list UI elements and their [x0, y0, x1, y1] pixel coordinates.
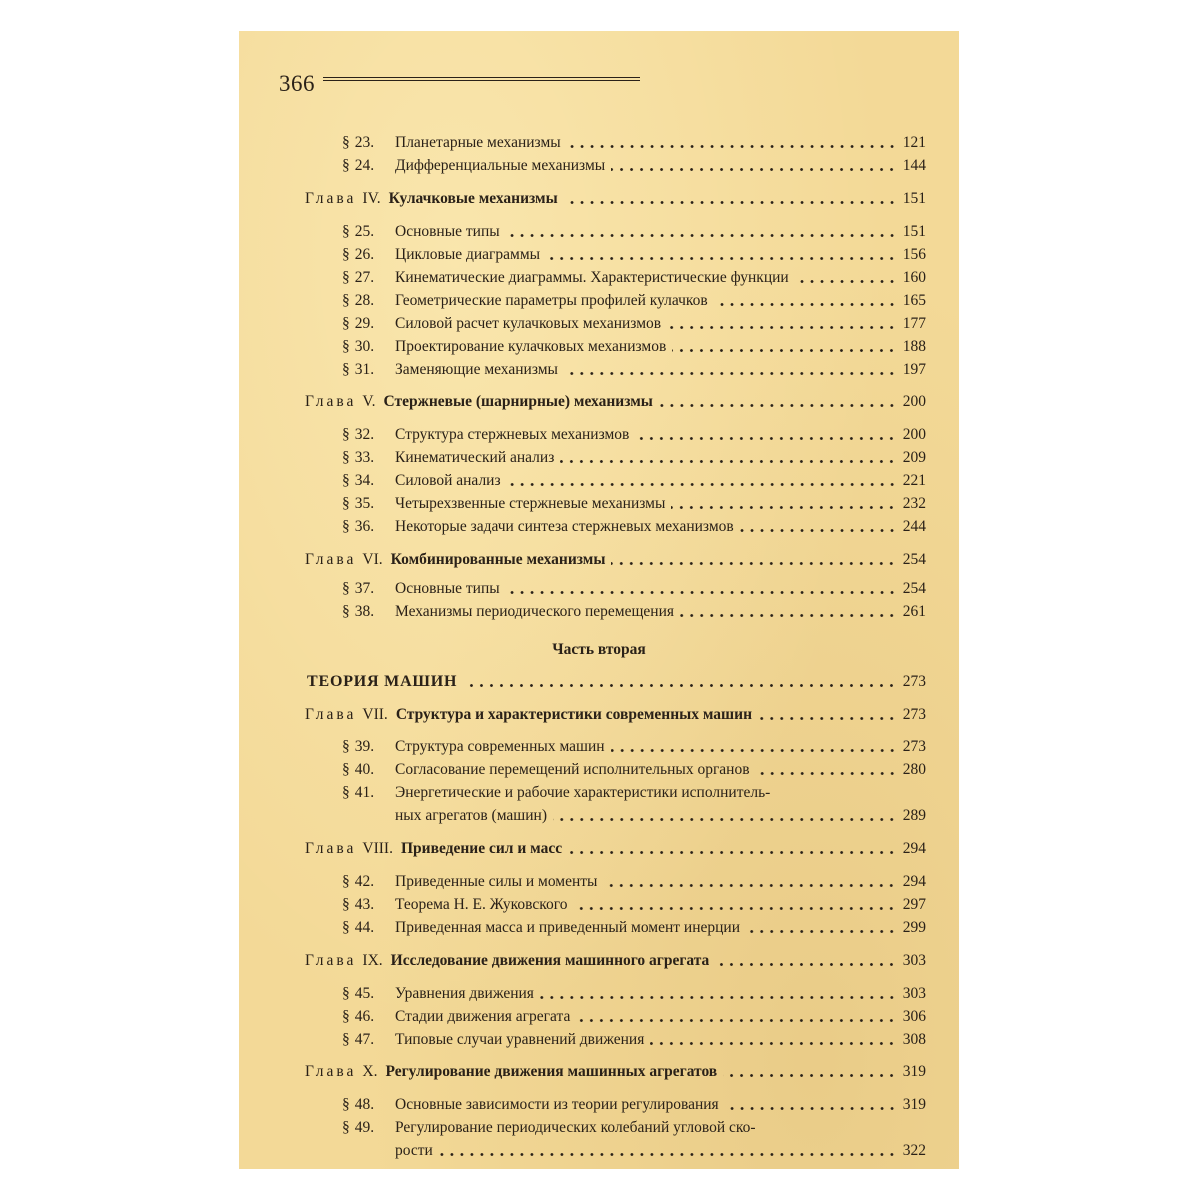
- page-ref: 232: [902, 495, 926, 512]
- chapter-roman: VII.: [362, 706, 388, 723]
- section-number-value: 35.: [354, 495, 375, 512]
- section-title: Четырехзвенные стержневые механизмы: [395, 495, 666, 512]
- section-title: Уравнения движения: [395, 985, 534, 1002]
- section-sign: §: [342, 361, 350, 378]
- section-number-value: 44.: [354, 919, 375, 936]
- dot-leader: [568, 851, 897, 854]
- dot-leader: [756, 772, 897, 775]
- section-title: Теорема Н. Е. Жуковского: [395, 896, 568, 913]
- chapter-entry: [239, 188, 959, 210]
- section-number-value: 36.: [354, 518, 375, 535]
- dot-leader: [564, 372, 897, 375]
- chapter-title: Исследование движения машинного агрегата: [390, 952, 710, 969]
- dot-leader: [714, 303, 897, 306]
- page-ref: 209: [902, 449, 926, 466]
- dot-leader: [439, 1153, 897, 1156]
- section-number: [342, 267, 374, 289]
- section-sign: §: [342, 157, 350, 174]
- page-ref: 200: [902, 426, 926, 443]
- section-number: [342, 894, 374, 916]
- page-ref: 188: [902, 338, 926, 355]
- section-number: [342, 1117, 374, 1139]
- section-sign: §: [342, 1096, 350, 1113]
- section-number: [342, 132, 374, 154]
- chapter-label: [305, 1061, 717, 1083]
- section-title: Некоторые задачи синтеза стержневых механизмов: [395, 518, 734, 535]
- section-sign: §: [342, 246, 350, 263]
- section-entry: [239, 1029, 959, 1051]
- section-sign: §: [342, 338, 350, 355]
- section-entry: [239, 336, 959, 358]
- chapter-entry: [239, 1061, 959, 1083]
- section-title: Энергетические и рабочие характеристики исполнитель-: [395, 784, 771, 801]
- section-title: Основные типы: [395, 580, 500, 597]
- page-ref: 121: [902, 134, 926, 151]
- chapter-roman: IX.: [362, 952, 383, 969]
- chapter-title: Кулачковые механизмы: [388, 190, 558, 207]
- dot-leader: [567, 145, 897, 148]
- page-ref: 273: [902, 738, 926, 755]
- page-ref: 289: [902, 807, 926, 824]
- page-ref: 319: [902, 1096, 926, 1113]
- page-ref: 254: [902, 580, 926, 597]
- page-ref: 306: [902, 1008, 926, 1025]
- section-title: Основные зависимости из теории регулирования: [395, 1096, 719, 1113]
- page-ref: 160: [902, 269, 926, 286]
- chapter-entry: [239, 704, 959, 726]
- section-sign: §: [342, 292, 350, 309]
- chapter-entry: [239, 838, 959, 860]
- section-entry: [239, 1140, 959, 1162]
- section-title: Стадии движения агрегата: [395, 1008, 571, 1025]
- part-heading: [239, 639, 959, 661]
- section-sign: §: [342, 472, 350, 489]
- dot-leader: [507, 483, 897, 486]
- dot-leader: [680, 614, 897, 617]
- dot-leader: [553, 818, 897, 821]
- chapter-word: Глава: [305, 551, 357, 568]
- section-number: [342, 470, 374, 492]
- section-entry: [239, 267, 959, 289]
- section-number: [342, 1029, 374, 1051]
- section-sign: §: [342, 134, 350, 151]
- dot-leader: [564, 201, 897, 204]
- section-number-value: 42.: [354, 873, 375, 890]
- chapter-roman: VI.: [362, 551, 383, 568]
- dot-leader: [740, 529, 897, 532]
- section-number: [342, 1094, 374, 1116]
- part-title: ТЕОРИЯ МАШИН: [307, 673, 458, 690]
- section-number-value: 25.: [354, 223, 375, 240]
- section-sign: §: [342, 919, 350, 936]
- section-number: [342, 983, 374, 1005]
- section-sign: §: [342, 784, 350, 801]
- section-entry: [239, 447, 959, 469]
- section-sign: §: [342, 495, 350, 512]
- section-entry: [239, 983, 959, 1005]
- section-number-value: 26.: [354, 246, 375, 263]
- section-number: [342, 290, 374, 312]
- section-entry: [239, 290, 959, 312]
- section-number: [342, 359, 374, 381]
- section-entry: [239, 470, 959, 492]
- chapter-label: [305, 950, 709, 972]
- section-title: Геометрические параметры профилей кулачков: [395, 292, 708, 309]
- dot-leader: [506, 234, 897, 237]
- section-title: Силовой расчет кулачковых механизмов: [395, 315, 662, 332]
- dot-leader: [540, 996, 897, 999]
- section-entry: [239, 759, 959, 781]
- section-title: Структура стержневых механизмов: [395, 426, 630, 443]
- section-entry: [239, 601, 959, 623]
- chapter-title: Стержневые (шарнирные) механизмы: [383, 393, 653, 410]
- section-number-value: 34.: [354, 472, 375, 489]
- chapter-label: [305, 188, 558, 210]
- section-entry: [239, 782, 959, 804]
- section-number-value: 32.: [354, 426, 375, 443]
- part-title-entry: [239, 671, 959, 693]
- section-number-value: 43.: [354, 896, 375, 913]
- chapter-title: Регулирование движения машинных агрегатов: [385, 1063, 718, 1080]
- section-number-value: 30.: [354, 338, 375, 355]
- page-ref: 308: [902, 1031, 926, 1048]
- section-number-value: 48.: [354, 1096, 375, 1113]
- chapter-roman: V.: [362, 393, 376, 410]
- chapter-entry: [239, 549, 959, 571]
- dot-leader: [659, 404, 897, 407]
- page-number: 366: [279, 71, 315, 96]
- section-entry: [239, 221, 959, 243]
- chapter-entry: [239, 950, 959, 972]
- dot-leader: [650, 1042, 896, 1045]
- section-number: [342, 782, 374, 804]
- section-sign: §: [342, 223, 350, 240]
- page-ref: 280: [902, 761, 926, 778]
- dot-leader: [546, 257, 897, 260]
- dot-leader: [611, 749, 897, 752]
- section-number-value: 31.: [354, 361, 375, 378]
- section-title: Цикловые диаграммы: [395, 246, 541, 263]
- section-sign: §: [342, 761, 350, 778]
- chapter-label: [305, 549, 605, 571]
- page-ref: 294: [902, 873, 926, 890]
- section-title: Приведенная масса и приведенный момент инерции: [395, 919, 741, 936]
- section-entry: [239, 894, 959, 916]
- section-title: Проектирование кулачковых механизмов: [395, 338, 667, 355]
- section-sign: §: [342, 518, 350, 535]
- section-number-value: 24.: [354, 157, 375, 174]
- section-title: Механизмы периодического перемещения: [395, 603, 675, 620]
- dot-leader: [603, 884, 896, 887]
- section-entry: [239, 359, 959, 381]
- page-ref: 303: [902, 952, 926, 969]
- page-ref: 197: [902, 361, 926, 378]
- dot-leader: [463, 684, 896, 687]
- section-title: Типовые случаи уравнений движения: [395, 1031, 645, 1048]
- section-number-value: 29.: [354, 315, 375, 332]
- section-number: [342, 917, 374, 939]
- chapter-title: Комбинированные механизмы: [390, 551, 606, 568]
- page-ref: 303: [902, 985, 926, 1002]
- section-number-value: 33.: [354, 449, 375, 466]
- section-number: [342, 244, 374, 266]
- chapter-label: [305, 391, 653, 413]
- dot-leader: [573, 907, 896, 910]
- dot-leader: [723, 1074, 897, 1077]
- section-number-value: 27.: [354, 269, 375, 286]
- section-sign: §: [342, 269, 350, 286]
- section-number-value: 47.: [354, 1031, 375, 1048]
- section-number: [342, 493, 374, 515]
- chapter-word: Глава: [305, 706, 357, 723]
- section-number: [342, 736, 374, 758]
- section-number: [342, 1006, 374, 1028]
- dot-leader: [635, 437, 896, 440]
- section-title: Заменяющие механизмы: [395, 361, 558, 378]
- section-title: рости: [395, 1142, 433, 1159]
- section-title: Кинематический анализ: [395, 449, 555, 466]
- section-title: Приведенные силы и моменты: [395, 873, 598, 890]
- dot-leader: [746, 930, 897, 933]
- section-title: Силовой анализ: [395, 472, 501, 489]
- section-number: [342, 336, 374, 358]
- chapter-word: Глава: [305, 1063, 357, 1080]
- section-number: [342, 424, 374, 446]
- page-ref: 319: [902, 1063, 926, 1080]
- section-title: Планетарные механизмы: [395, 134, 561, 151]
- dot-leader: [611, 562, 896, 565]
- dot-leader: [576, 1019, 896, 1022]
- section-sign: §: [342, 580, 350, 597]
- page-ref: 261: [902, 603, 926, 620]
- section-number: [342, 313, 374, 335]
- section-sign: §: [342, 1008, 350, 1025]
- section-entry: [239, 578, 959, 600]
- section-sign: §: [342, 315, 350, 332]
- page-ref: 221: [902, 472, 926, 489]
- section-sign: §: [342, 896, 350, 913]
- page-ref: 273: [902, 673, 926, 690]
- section-number-value: 39.: [354, 738, 375, 755]
- book-page: [239, 31, 959, 1169]
- section-entry: [239, 516, 959, 538]
- dot-leader: [611, 168, 897, 171]
- dot-leader: [795, 280, 897, 283]
- chapter-roman: X.: [362, 1063, 378, 1080]
- section-entry: [239, 1006, 959, 1028]
- section-number-value: 38.: [354, 603, 375, 620]
- section-title: Структура современных машин: [395, 738, 605, 755]
- section-title: Основные типы: [395, 223, 500, 240]
- chapter-word: Глава: [305, 840, 357, 857]
- dot-leader: [667, 326, 897, 329]
- chapter-roman: VIII.: [362, 840, 393, 857]
- dot-leader: [715, 963, 896, 966]
- dot-leader: [725, 1107, 897, 1110]
- page-ref: 144: [902, 157, 926, 174]
- section-entry: [239, 132, 959, 154]
- section-number: [342, 221, 374, 243]
- section-entry: [239, 1094, 959, 1116]
- section-entry: [239, 805, 959, 827]
- page-ref: 254: [902, 551, 926, 568]
- section-number: [342, 447, 374, 469]
- dot-leader: [758, 717, 897, 720]
- section-title: Регулирование периодических колебаний угловой ско-: [395, 1119, 756, 1136]
- chapter-word: Глава: [305, 393, 357, 410]
- section-sign: §: [342, 873, 350, 890]
- header-rule: [323, 77, 640, 81]
- section-number-value: 41.: [354, 784, 375, 801]
- chapter-label: [305, 838, 562, 860]
- page-ref: 299: [902, 919, 926, 936]
- section-sign: §: [342, 449, 350, 466]
- section-entry: [239, 1117, 959, 1139]
- section-number-value: 40.: [354, 761, 375, 778]
- section-number-value: 28.: [354, 292, 375, 309]
- chapter-label: [305, 704, 752, 726]
- section-entry: [239, 871, 959, 893]
- section-number: [342, 871, 374, 893]
- page-ref: 156: [902, 246, 926, 263]
- section-entry: [239, 155, 959, 177]
- chapter-title: Структура и характеристики современных машин: [395, 706, 753, 723]
- section-number-value: 37.: [354, 580, 375, 597]
- part-heading-text: Часть вторая: [552, 641, 646, 658]
- section-sign: §: [342, 985, 350, 1002]
- page-ref: 165: [902, 292, 926, 309]
- section-number-value: 46.: [354, 1008, 375, 1025]
- section-title: Согласование перемещений исполнительных органов: [395, 761, 750, 778]
- section-number: [342, 578, 374, 600]
- page-ref: 297: [902, 896, 926, 913]
- section-number: [342, 601, 374, 623]
- chapter-entry: [239, 391, 959, 413]
- page-ref: 151: [902, 223, 926, 240]
- page-ref: 322: [902, 1142, 926, 1159]
- section-title: Дифференциальные механизмы: [395, 157, 606, 174]
- section-sign: §: [342, 1031, 350, 1048]
- section-number: [342, 155, 374, 177]
- section-number: [342, 516, 374, 538]
- section-entry: [239, 736, 959, 758]
- section-title: Кинематические диаграммы. Характеристические функции: [395, 269, 789, 286]
- dot-leader: [560, 460, 896, 463]
- section-number-value: 49.: [354, 1119, 375, 1136]
- section-sign: §: [342, 426, 350, 443]
- section-entry: [239, 313, 959, 335]
- chapter-title: Приведение сил и масс: [400, 840, 563, 857]
- section-number-value: 45.: [354, 985, 375, 1002]
- dot-leader: [672, 349, 896, 352]
- section-sign: §: [342, 603, 350, 620]
- chapter-word: Глава: [305, 952, 357, 969]
- section-entry: [239, 917, 959, 939]
- page-ref: 273: [902, 706, 926, 723]
- page-ref: 151: [902, 190, 926, 207]
- dot-leader: [506, 591, 897, 594]
- page-ref: 200: [902, 393, 926, 410]
- section-sign: §: [342, 738, 350, 755]
- section-entry: [239, 244, 959, 266]
- chapter-roman: IV.: [362, 190, 381, 207]
- chapter-word: Глава: [305, 190, 357, 207]
- page-ref: 177: [902, 315, 926, 332]
- dot-leader: [671, 506, 896, 509]
- section-entry: [239, 424, 959, 446]
- section-sign: §: [342, 1119, 350, 1136]
- section-number: [342, 759, 374, 781]
- section-number-value: 23.: [354, 134, 375, 151]
- section-title: ных агрегатов (машин): [395, 807, 547, 824]
- page-ref: 294: [902, 840, 926, 857]
- page-ref: 244: [902, 518, 926, 535]
- section-entry: [239, 493, 959, 515]
